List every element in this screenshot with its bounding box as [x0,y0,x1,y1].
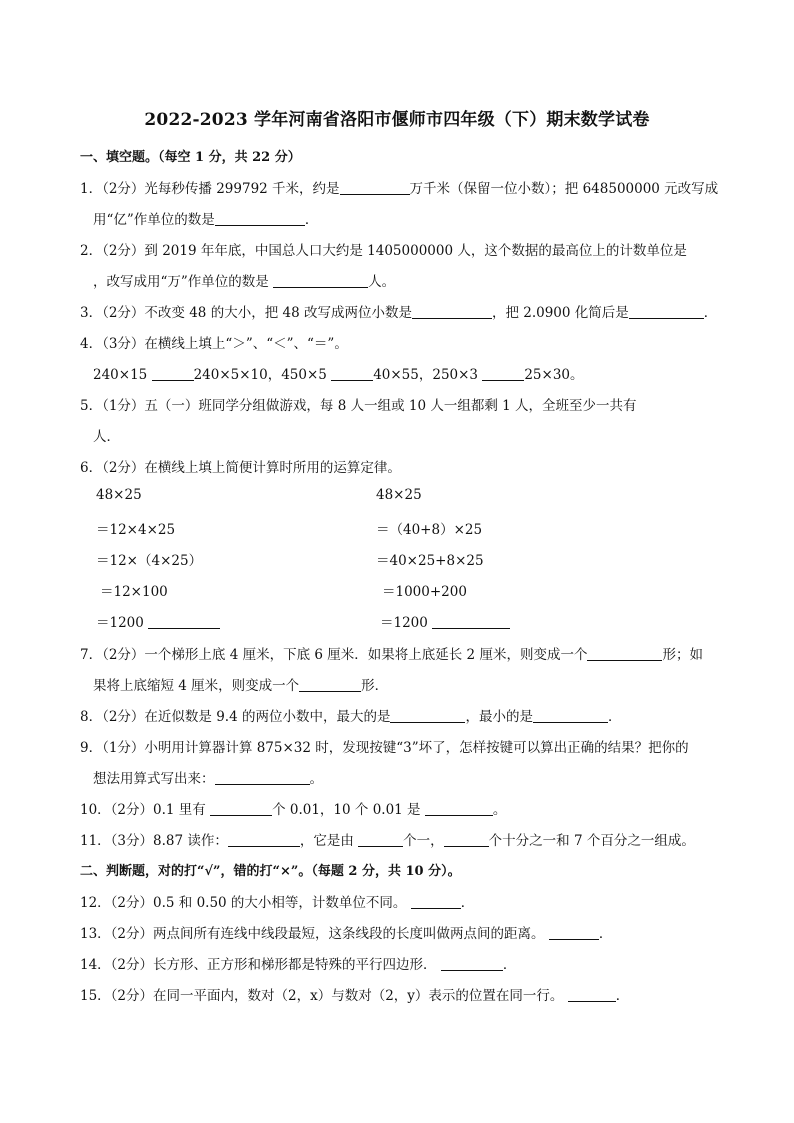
calc-left-step-5: ＝1200 [96,611,220,631]
question-7-cont: 果将上底缩短 4 厘米，则变成一个 形． [93,678,389,694]
question-13: 13．（2分）两点间所有连线中线段最短，这条线段的长度叫做两点间的距离。 ． [80,926,613,942]
answer-blank[interactable] [549,925,599,940]
question-15: 15．（2分）在同一平面内，数对（2，x）与数对（2，y）表示的位置在同一行。 ． [80,988,630,1004]
calc-left-step-3: ＝12×（4×25） [96,553,203,569]
page-title: 2022-2023 学年河南省洛阳市偃师市四年级（下）期末数学试卷 [144,110,650,130]
question-2: 2．（2分）到 2019 年年底，中国总人口大约是 1405000000 人，这个数据的最高位上的计数单位是 [80,243,687,259]
question-1: 1．（2分）光每秒传播 299792 千米，约是 万千米（保留一位小数）；把 648500000 元改写成 [80,181,719,197]
answer-blank[interactable] [148,614,220,629]
answer-blank[interactable] [358,832,403,847]
section-fill-blank-heading: 一、填空题。（每空 1 分，共 22 分） [80,150,301,165]
calc-right-step-3: ＝40×25+8×25 [376,553,484,569]
question-12: 12．（2分）0.5 和 0.50 的大小相等，计数单位不同。 ． [80,895,475,911]
question-5-cont: 人． [93,429,120,445]
answer-blank[interactable] [432,614,510,629]
answer-blank[interactable] [152,366,194,381]
section-true-false-heading: 二、判断题，对的打“√”，错的打“×”。（每题 2 分，共 10 分）。 [80,864,461,879]
answer-blank[interactable] [568,987,616,1002]
question-9-cont: 想法用算式写出来： 。 [93,771,323,787]
answer-blank[interactable] [411,894,461,909]
answer-blank[interactable] [340,180,410,195]
answer-blank[interactable] [273,273,368,288]
answer-blank[interactable] [215,770,310,785]
answer-blank[interactable] [533,708,608,723]
answer-blank[interactable] [444,832,489,847]
calc-right-step-2: ＝（40+8）×25 [376,522,483,538]
question-4: 4．（3分）在横线上填上“＞”、“＜”、“＝”。 [80,336,348,352]
answer-blank[interactable] [587,646,662,661]
answer-blank[interactable] [299,677,361,692]
answer-blank[interactable] [482,366,524,381]
question-10: 10．（2分）0.1 里有 个 0.01，10 个 0.01 是 。 [80,802,507,818]
answer-blank[interactable] [210,801,272,816]
question-6: 6．（2分）在横线上填上简便计算时所用的运算定律。 [80,460,401,476]
question-1-cont: 用“亿”作单位的数是 ． [93,212,319,228]
answer-blank[interactable] [228,832,300,847]
question-2-cont: ，改写成用“万”作单位的数是 人。 [93,274,396,290]
question-3: 3．（2分）不改变 48 的大小，把 48 改写成两位小数是 ，把 2.0900 化简后是 ． [80,305,718,321]
question-5: 5．（1分）五（一）班同学分组做游戏，每 8 人一组或 10 人一组都剩 1 人，全班至少一共有 [80,398,637,414]
question-8: 8．（2分）在近似数是 9.4 的两位小数中，最大的是 ，最小的是 ． [80,709,622,725]
question-7: 7．（2分）一个梯形上底 4 厘米，下底 6 厘米．如果将上底延长 2 厘米，则变成一个 形；如 [80,647,703,663]
answer-blank[interactable] [331,366,373,381]
question-9: 9．（1分）小明用计算器计算 875×32 时，发现按键“3”坏了，怎样按键可以算出正确的结果？把你的 [80,740,689,756]
answer-blank[interactable] [215,211,305,226]
calc-right-step-4: ＝1000+200 [382,584,467,600]
answer-blank[interactable] [629,304,704,319]
answer-blank[interactable] [390,708,465,723]
calc-right-step-1: 48×25 [376,487,422,503]
answer-blank[interactable] [441,956,503,971]
question-14: 14．（2分）长方形、正方形和梯形都是特殊的平行四边形． ． [80,957,517,973]
calc-left-step-2: ＝12×4×25 [96,522,176,538]
calc-left-step-1: 48×25 [96,487,142,503]
calc-right-step-5: ＝1200 [380,611,510,631]
question-11: 11．（3分）8.87 读作： ，它是由 个一， 个十分之一和 7 个百分之一组成。 [80,833,695,849]
answer-blank[interactable] [412,304,492,319]
question-4-comparisons: 240×15 240×5×10，450×5 40×55，250×3 25×30。 [93,367,584,383]
answer-blank[interactable] [425,801,493,816]
calc-left-step-4: ＝12×100 [100,584,168,600]
